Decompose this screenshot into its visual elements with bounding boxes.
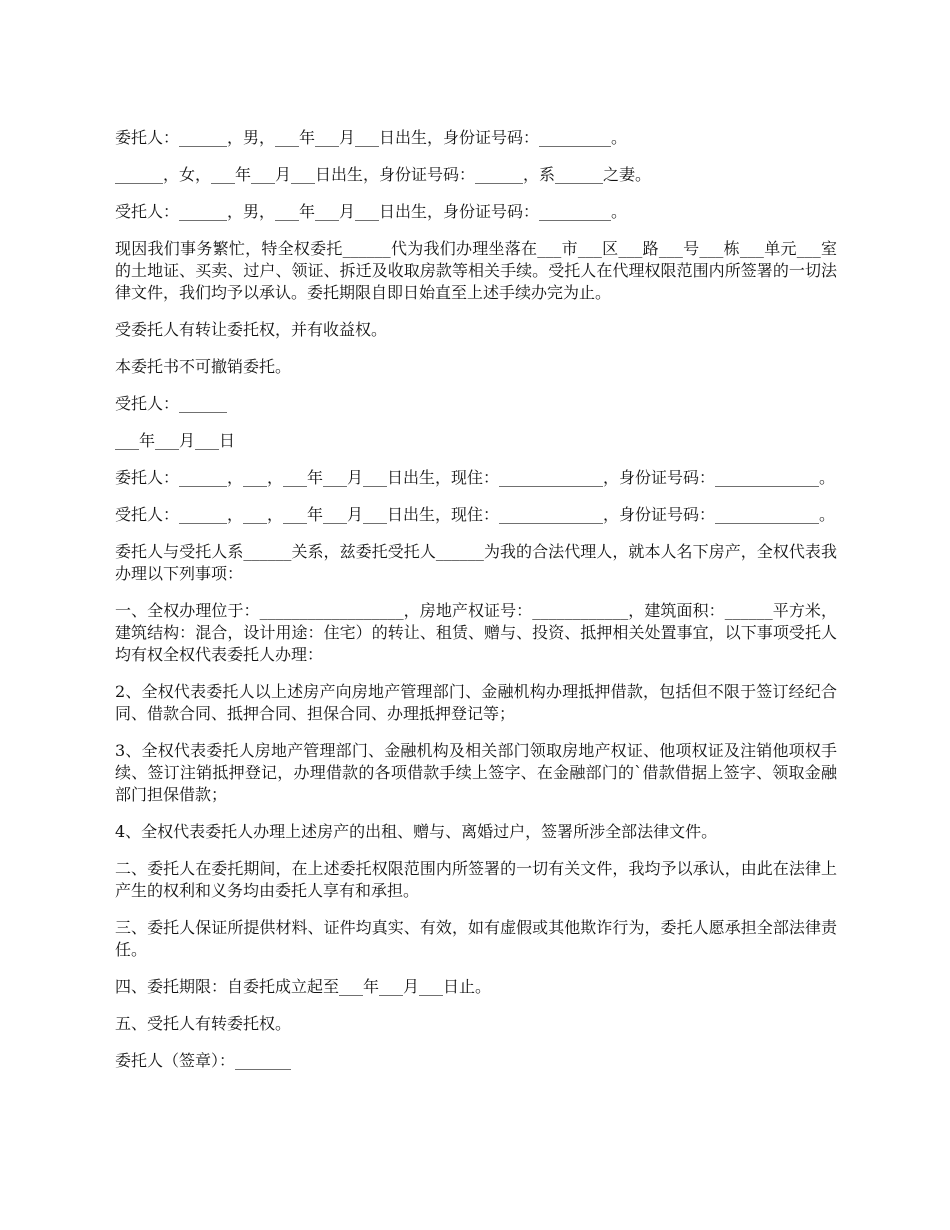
paragraph-irrevocable: 本委托书不可撤销委托。 xyxy=(115,357,292,376)
paragraph-principal-husband: 委托人：______，男，___年___月___日出生，身份证号码：_________。 xyxy=(115,128,628,147)
paragraph-principal-signature: 委托人（签章）：_______ xyxy=(115,1051,292,1070)
paragraph-item-one: 一、全权办理位于：__________________，房地产权证号：____________，建筑面积：______平方米，建筑结构：混合，设计用途：住宅）的转让、租赁、赠与、投资、抵押相关处置事宜，以下事项受托人均有权全权代表委托人办理： xyxy=(115,601,837,664)
paragraph-clause-four: 四、委托期限：自委托成立起至___年___月___日止。 xyxy=(115,977,492,996)
paragraph-clause-three: 三、委托人保证所提供材料、证件均真实、有效，如有虚假或其他欺诈行为，委托人愿承担全部法律责任。 xyxy=(115,918,837,959)
paragraph-agent-info: 受托人：______，___，___年___月___日出生，现住：_____________，身份证号码：_____________。 xyxy=(115,505,836,524)
paragraph-item-four: 4、全权代表委托人办理上述房产的出租、赠与、离婚过户，签署所涉全部法律文件。 xyxy=(115,822,718,841)
paragraph-agent-sign: 受托人：______ xyxy=(115,394,228,413)
paragraph-transfer-right: 受委托人有转让委托权，并有收益权。 xyxy=(115,320,388,339)
paragraph-date: ___年___月___日 xyxy=(115,431,236,450)
paragraph-item-two: 2、全权代表委托人以上述房产向房地产管理部门、金融机构办理抵押借款，包括但不限于签订经纪合同、借款合同、抵押合同、担保合同、办理抵押登记等； xyxy=(115,682,837,723)
paragraph-agent: 受托人：______，男，___年___月___日出生，身份证号码：_________。 xyxy=(115,202,628,221)
document-body xyxy=(115,127,837,1087)
paragraph-clause-five: 五、受托人有转委托权。 xyxy=(115,1014,292,1033)
paragraph-authorization: 现因我们事务繁忙，特全权委托______代为我们办理坐落在___市___区___路___号___栋___单元___室的土地证、买卖、过户、领证、拆迁及收取房款等相关手续。受托人在代理权限范围内所签署的一切法律文件，我们均予以承认。委托期限自即日始直至上述手续办完为止。 xyxy=(115,239,837,302)
paragraph-relationship: 委托人与受托人系______关系，兹委托受托人______为我的合法代理人，就本人名下房产，全权代表我办理以下列事项： xyxy=(115,542,837,583)
paragraph-clause-two: 二、委托人在委托期间，在上述委托权限范围内所签署的一切有关文件，我均予以承认，由此在法律上产生的权利和义务均由委托人享有和承担。 xyxy=(115,859,837,900)
paragraph-principal-info: 委托人：______，___，___年___月___日出生，现住：_____________，身份证号码：_____________。 xyxy=(115,468,836,487)
paragraph-item-three: 3、全权代表委托人房地产管理部门、金融机构及相关部门领取房地产权证、他项权证及注销他项权手续、签订注销抵押登记，办理借款的各项借款手续上签字、在金融部门的`借款借据上签字、领取金融部门担保借款； xyxy=(115,741,837,804)
paragraph-principal-wife: ______，女，___年___月___日出生，身份证号码：______，系______之妻。 xyxy=(115,165,652,184)
